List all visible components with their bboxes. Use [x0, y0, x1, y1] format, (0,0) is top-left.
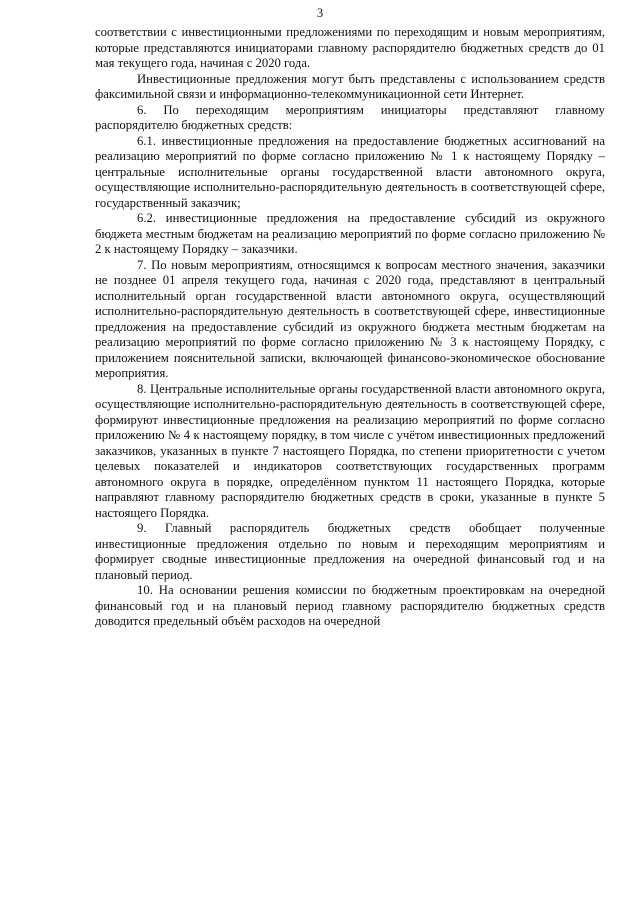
paragraph-item-9: 9. Главный распорядитель бюджетных средств обобщает полученные инвестиционные предложения отдельно по новым и переходящим мероприятиям и формирует сводные инвестиционные предложения на очередной финансовый год и на плановый период. [95, 521, 605, 582]
paragraph-item-8: 8. Центральные исполнительные органы государственной власти автономного округа, осуществляющие исполнительно-распорядительную деятельность в соответствующей сфере, формируют инвестиционные предложения на реализацию мероприятий по форме согласно приложению № 4 к настоящему порядку, в том числе с учётом инвестиционных предложений заказчиков, указанных в пункте 7 настоящего Порядка, по степени приоритетности с учетом целевых показателей и индикаторов соответствующих государственных программ автономного округа в порядке, определённом пунктом 11 настоящего Порядка, которые направляют главному распорядителю бюджетных средств в сроки, указанные в пункте 5 настоящего Порядка. [95, 381, 605, 520]
paragraph-item-10: 10. На основании решения комиссии по бюджетным проектировкам на очередной финансовый год и на плановый период главному распорядителю бюджетных средств доводится предельный объём расходов на очередной [95, 583, 605, 628]
paragraph-item-6-2: 6.2. инвестиционные предложения на предоставление субсидий из окружного бюджета местным бюджетам на реализацию мероприятий по форме согласно приложению № 2 к настоящему Порядку – заказчики. [95, 211, 605, 256]
paragraph-fax-internet: Инвестиционные предложения могут быть представлены с использованием средств факсимильной связи и информационно-телекоммуникационной сети Интернет. [95, 71, 605, 101]
paragraph-item-6-1: 6.1. инвестиционные предложения на предоставление бюджетных ассигнований на реализацию мероприятий по форме согласно приложению № 1 к настоящему Порядку – центральные исполнительные органы государственной власти автономного округа, осуществляющие исполнительно-распорядительную деятельность в соответствующей сфере, государственный заказчик; [95, 133, 605, 210]
document-body [95, 25, 605, 630]
paragraph-item-7: 7. По новым мероприятиям, относящимся к вопросам местного значения, заказчики не позднее 01 апреля текущего года, начиная с 2020 года, представляют в центральный исполнительный орган государственной власти автономного округа, осуществляющий исполнительно-распорядительную деятельность в соответствующей сфере, инвестиционные предложения на предоставление субсидий из окружного бюджета местным бюджетам на реализацию мероприятий по форме согласно приложению № 3 к настоящему Порядку, с приложением пояснительной записки, включающей финансово-экономическое обоснование мероприятия. [95, 257, 605, 380]
paragraph-item-6: 6. По переходящим мероприятиям инициаторы представляют главному распорядителю бюджетных средств: [95, 102, 605, 132]
page-number: 3 [316, 6, 324, 20]
paragraph-continuation: соответствии с инвестиционными предложениями по переходящим и новым мероприятиям, которые представляются инициаторами главному распорядителю бюджетных средств до 01 мая текущего года, начиная с 2020 года. [95, 25, 605, 70]
